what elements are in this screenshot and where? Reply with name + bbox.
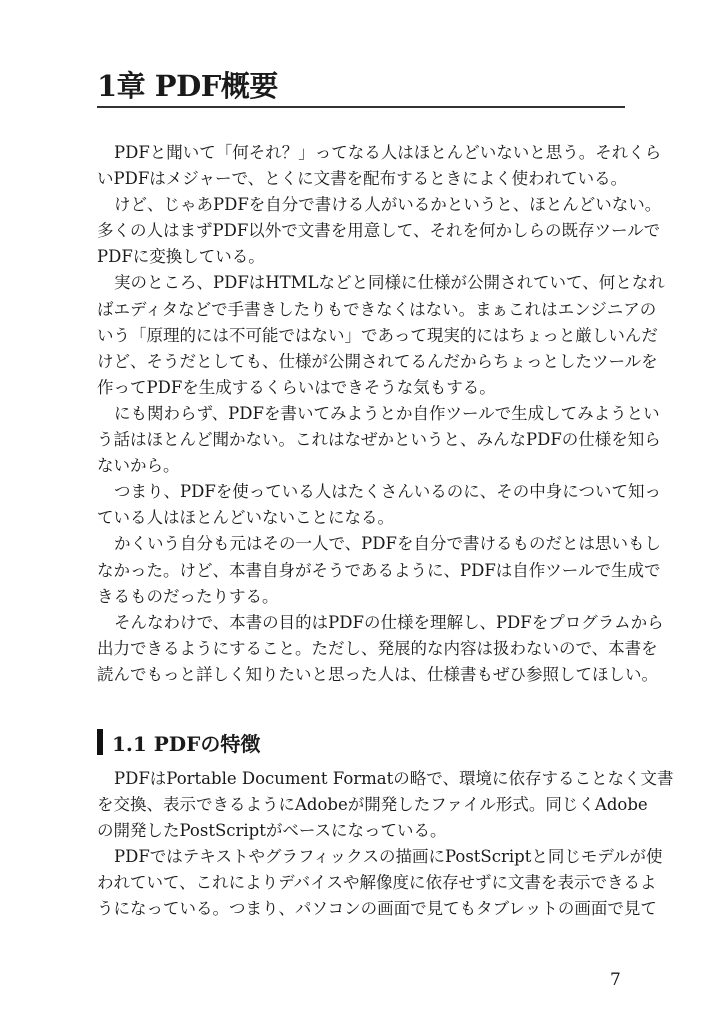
text-line: つまり、PDFを使っている人はたくさんいるのに、その中身について知っ <box>114 482 661 502</box>
paragraph <box>97 479 661 531</box>
text-line: 出力できるようにすること。ただし、発展的な内容は扱わないので、本書を <box>97 638 658 658</box>
text-line: けど、じゃあPDFを自分で書ける人がいるかというと、ほとんどいない。 <box>114 195 662 215</box>
paragraph <box>97 766 674 844</box>
intro-body <box>97 140 665 688</box>
text-line: ばエディタなどで手書きしたりもできなくはない。まぁこれはエンジニアの <box>97 299 657 319</box>
text-line: きるものだったりする。 <box>97 586 279 606</box>
text-line: PDFと聞いて「何それ？」ってなる人はほとんどいないと思う。それくら <box>114 143 662 162</box>
text-line: 作ってPDFを生成するくらいはできそうな気もする。 <box>97 377 496 397</box>
paragraph <box>97 531 661 609</box>
section-title: 1.1 PDFの特徴 <box>112 731 261 756</box>
text-line: PDFはPortable Document Formatの略で、環境に依存することなく文書 <box>114 769 674 788</box>
paragraph <box>97 844 663 922</box>
section-heading <box>97 727 260 757</box>
text-line: けど、そうだとしても、仕様が公開されてるんだからちょっとしたツールを <box>97 351 658 371</box>
paragraph <box>97 270 665 400</box>
text-line: かくいう自分も元はその一人で、PDFを自分で書けるものだとは思いもし <box>114 534 661 554</box>
paragraph <box>97 140 662 192</box>
text-line: いう「原理的には不可能ではない」であって現実的にはちょっと厳しいんだ <box>97 325 658 345</box>
paragraph <box>97 192 662 270</box>
text-line: を交換、表示できるようにAdobeが開発したファイル形式。同じくAdobe <box>97 795 648 815</box>
text-line: PDFに変換している。 <box>97 247 265 267</box>
text-line: 実のところ、PDFはHTMLなどと同様に仕様が公開されていて、何となれ <box>114 273 665 293</box>
text-line: う話はほとんど聞かない。これはなぜかというと、みんなPDFの仕様を知ら <box>97 430 661 450</box>
text-line: ないから。 <box>97 456 180 476</box>
text-line: PDFではテキストやグラフィックスの描画にPostScriptと同じモデルが使 <box>114 847 663 867</box>
text-line: いPDFはメジャーで、とくに文書を配布するときによく使われている。 <box>97 169 628 189</box>
paragraph <box>97 401 661 479</box>
text-line: にも関わらず、PDFを書いてみようとか自作ツールで生成してみようとい <box>114 403 660 423</box>
chapter-title: 1章 PDF概要 <box>97 69 278 103</box>
section-body <box>97 766 674 923</box>
text-line: われていて、これによりデバイスや解像度に依存せずに文書を表示できるよ <box>97 873 657 893</box>
text-line: の開発したPostScriptがベースになっている。 <box>97 821 447 841</box>
text-line: うになっている。つまり、パソコンの画面で見てもタブレットの画面で見て <box>97 899 657 919</box>
text-line: ている人はほとんどいないことになる。 <box>97 508 394 528</box>
text-line: なかった。けど、本書自身がそうであるように、PDFは自作ツールで生成で <box>97 560 661 580</box>
paragraph <box>97 610 664 688</box>
section-marker-bar <box>97 729 103 755</box>
text-line: 読んでもっと詳しく知りたいと思った人は、仕様書もぜひ参照してほしい。 <box>97 664 658 684</box>
text-line: そんなわけで、本書の目的はPDFの仕様を理解し、PDFをプログラムから <box>114 612 664 632</box>
text-line: 多くの人はまずPDF以外で文書を用意して、それを何かしらの既存ツールで <box>97 221 661 241</box>
page-number: 7 <box>610 970 621 990</box>
chapter-title-rule <box>97 106 625 108</box>
